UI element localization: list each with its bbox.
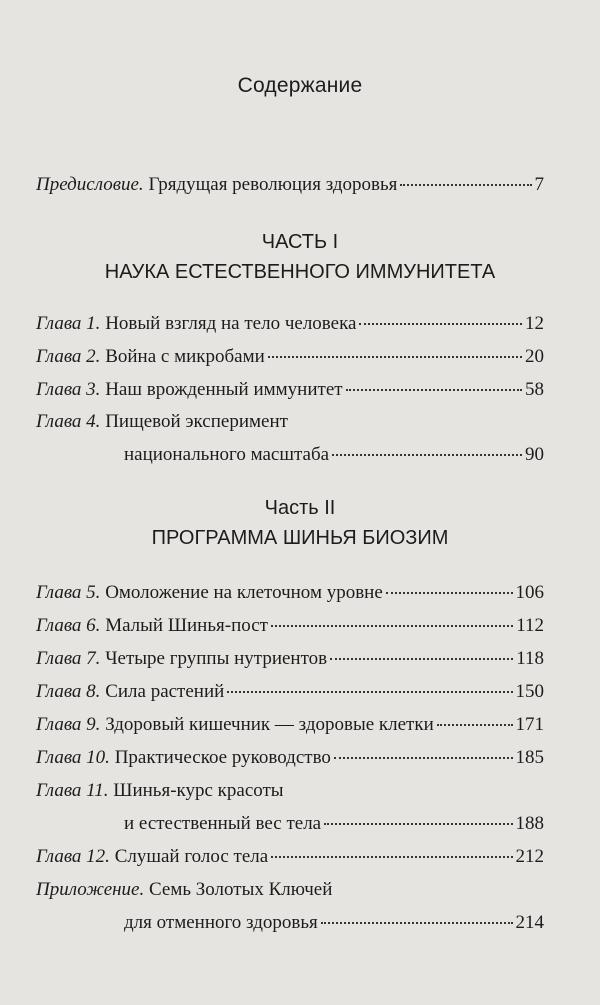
toc-entry-preface	[36, 173, 544, 206]
dot-leader	[346, 389, 522, 391]
entry-page: 118	[516, 648, 544, 669]
dot-leader	[359, 323, 522, 325]
entry-title: Сила растений	[100, 681, 225, 702]
part-2-heading: Часть II	[264, 497, 336, 519]
entry-label: Приложение.	[36, 879, 145, 900]
entry-label: Глава 5.	[36, 582, 101, 603]
toc-entry-chapter-8	[36, 680, 544, 713]
entry-page: 185	[515, 747, 544, 768]
entry-page: 12	[525, 313, 544, 334]
part-1-subtitle: НАУКА ЕСТЕСТВЕННОГО ИММУНИТЕТА	[104, 261, 496, 283]
entry-label: Глава 3.	[36, 379, 101, 400]
part-1-heading: ЧАСТЬ I	[261, 231, 339, 253]
entry-title: Четыре группы нутриентов	[100, 648, 328, 669]
entry-label: Глава 7.	[36, 648, 101, 669]
dot-leader	[437, 724, 513, 726]
entry-title: Война с микробами	[100, 346, 265, 367]
entry-title: Грядущая революция здоровья	[143, 174, 398, 195]
entry-page: 106	[515, 582, 544, 603]
toc-entry-chapter-10	[36, 746, 544, 779]
entry-page: 20	[525, 346, 544, 367]
entry-page: 7	[534, 174, 544, 195]
entry-title-continued: и естественный вес тела	[124, 813, 322, 834]
toc-entry-chapter-5	[36, 581, 544, 614]
entry-page: 150	[515, 681, 544, 702]
entry-page: 171	[515, 714, 544, 735]
entry-label: Глава 2.	[36, 346, 101, 367]
entry-label: Глава 12.	[36, 846, 110, 867]
toc-entry-chapter-11	[36, 779, 544, 845]
part-2-subtitle: ПРОГРАММА ШИНЬЯ БИОЗИМ	[151, 527, 449, 549]
entry-title-continued: для отменного здоровья	[124, 912, 318, 933]
toc-title: Содержание	[237, 74, 363, 97]
entry-label: Глава 6.	[36, 615, 101, 636]
toc-entry-chapter-2	[36, 345, 544, 378]
entry-page: 90	[525, 444, 544, 465]
entry-title: Омоложение на клеточном уровне	[100, 582, 383, 603]
entry-title: Шинья-курс красоты	[108, 780, 284, 801]
dot-leader	[271, 625, 513, 627]
toc-entry-chapter-4	[36, 410, 544, 476]
entry-title: Здоровый кишечник — здоровые клетки	[100, 714, 434, 735]
entry-page: 188	[515, 813, 544, 834]
entry-label: Глава 10.	[36, 747, 110, 768]
entry-label: Глава 1.	[36, 313, 101, 334]
dot-leader	[386, 592, 513, 594]
dot-leader	[324, 823, 512, 825]
toc-entry-chapter-12	[36, 845, 544, 878]
entry-label: Глава 9.	[36, 714, 101, 735]
dot-leader	[268, 356, 522, 358]
entry-page: 212	[515, 846, 544, 867]
entry-label: Глава 4.	[36, 411, 101, 432]
toc-entry-chapter-1	[36, 312, 544, 345]
entry-title: Малый Шинья-пост	[100, 615, 268, 636]
entry-title: Новый взгляд на тело человека	[100, 313, 357, 334]
entry-page: 214	[515, 912, 544, 933]
entry-page: 112	[516, 615, 544, 636]
dot-leader	[334, 757, 513, 759]
dot-leader	[227, 691, 512, 693]
entry-label: Предисловие.	[36, 174, 144, 195]
toc-entry-chapter-7	[36, 647, 544, 680]
entry-title-continued: национального масштаба	[124, 444, 330, 465]
entry-title: Наш врожденный иммунитет	[100, 379, 343, 400]
toc-entry-chapter-9	[36, 713, 544, 746]
entry-title: Семь Золотых Ключей	[144, 879, 333, 900]
dot-leader	[330, 658, 513, 660]
toc-entry-chapter-6	[36, 614, 544, 647]
dot-leader	[321, 922, 513, 924]
entry-label: Глава 8.	[36, 681, 101, 702]
entry-title: Слушай голос тела	[109, 846, 269, 867]
dot-leader	[271, 856, 512, 858]
entry-page: 58	[525, 379, 544, 400]
entry-title: Пищевой эксперимент	[100, 411, 288, 432]
toc-entry-appendix	[36, 878, 544, 944]
dot-leader	[400, 184, 531, 186]
entry-title: Практическое руководство	[109, 747, 331, 768]
entry-label: Глава 11.	[36, 780, 109, 801]
toc-entry-chapter-3	[36, 378, 544, 411]
dot-leader	[332, 454, 522, 456]
